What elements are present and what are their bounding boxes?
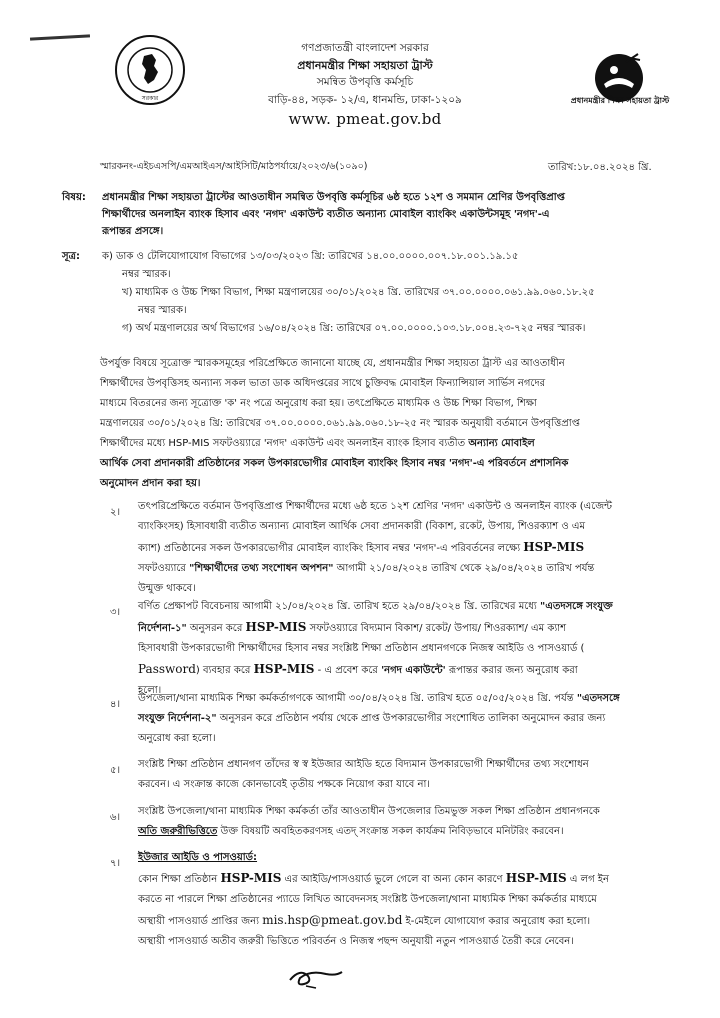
item-line: অনুরোধ করা হলো। <box>138 733 216 744</box>
reference-kha-line-1: খ) মাধ্যমিক ও উচ্চ শিক্ষা বিভাগ, শিক্ষা মন্ত্রণালয়ের ৩০/০১/২০২৪ খ্রি. তারিখের ৩৭.০০.০০০০.০৬১.৯৯.০৬০.১৮.২৫ <box>122 287 595 298</box>
bangladesh-government-seal-icon <box>114 34 186 106</box>
trust-logo-caption: প্রধানমন্ত্রীর শিক্ষা সহায়তা ট্রাস্ট <box>570 96 670 105</box>
item-line: হিসাবধারী উপকারভোগী শিক্ষার্থীদের হিসাব নম্বর সংশ্লিষ্ট শিক্ষা প্রতিষ্ঠান প্রধানগণকে নিজস্ব আইডি ও পাসওয়ার্ড ( <box>138 643 585 654</box>
item-2-body <box>138 497 688 599</box>
item-line: করতে না পারলে শিক্ষা প্রতিষ্ঠানের প্যাডে লিখিত আবেদনসহ সংশ্লিষ্ট উপজেলা/থানা মাধ্যমিক শিক্ষা কর্মকর্তার মাধ্যমে <box>138 894 597 905</box>
item-line <box>138 597 688 617</box>
item-text: ক্যাশ) প্রতিষ্ঠানের সকল উপকারভোগীর মোবাইল ব্যাংকিং হিসাব নম্বর 'নগদ'-এ পরিবর্তনের লক্ষ্যে <box>138 543 524 554</box>
item-line: অস্থায়ী পাসওয়ার্ড অতীব জরুরী ভিত্তিতে পরিবর্তন ও নিজস্ব পছন্দ অনুযায়ী নতুন পাসওয়ার্ড তৈরী করে নেবেন। <box>138 936 574 947</box>
item-line <box>138 822 688 842</box>
memo-reference: স্মারকনং-এইচএসপি/এমআইএস/আইসিটি/মাঠপর্যায়ে/২০২৩/৬(১০৯০) <box>100 161 368 172</box>
item-line: তৎপরিপ্রেক্ষিতে বর্তমান উপবৃত্তিপ্রাপ্ত শিক্ষার্থীদের মধ্যে ৬ষ্ঠ হতে ১২শ শ্রেণির 'নগদ' একাউন্ট ও অনলাইন ব্যাংক (এজেন্ট <box>138 501 613 512</box>
intro-line <box>100 454 680 474</box>
item-line <box>138 659 688 681</box>
intro-line: মাধ্যমে বিতরনের জন্য সূত্রোক্ত 'ক' নং পত্রে অনুরোধ করা হয়। তৎপ্রেক্ষিতে মাধ্যমিক ও উচ্চ শিক্ষা বিভাগ, শিক্ষা <box>100 398 537 409</box>
intro-line <box>100 474 680 494</box>
intro-line: শিক্ষার্থীদের উপবৃত্তিসহ অন্যান্য সকল ভাতা ডাক অধিদপ্তরের সাথে চুক্তিবদ্ধ মোবাইল ফিন্যান্সিয়াল সার্ভিস নগদের <box>100 378 546 389</box>
item-line: সংশ্লিষ্ট উপজেলা/থানা মাধ্যমিক শিক্ষা কর্মকর্তা তাঁর আওতাধীন উপজেলার তিমভুক্ত সকল শিক্ষা প্রতিষ্ঠান প্রধানগনকে <box>138 806 600 817</box>
item-line: করবেন। এ সংক্রান্ত কাজে কোনভাবেই তৃতীয় পক্ষকে নিয়োগ করা যাবে না। <box>138 779 430 790</box>
item-number-7: ৭। <box>110 858 121 869</box>
hsp-mis-text: HSP-MIS <box>245 620 307 634</box>
item-number-4: ৪। <box>110 699 121 710</box>
item-text: আগামী ২১/০৪/২০২৪ তারিখ থেকে ২৯/০৪/২০২৪ তারিখ পর্যন্ত <box>333 563 595 574</box>
item-line: উন্মুক্ত থাকবে। <box>138 583 196 594</box>
item-5-body <box>138 755 688 795</box>
item-line <box>138 537 688 559</box>
item-text: সফটওয়্যারে বিদ্যমান বিকাশ/ রকেট/ উপায়/ শিওরক্যাশ/ এম ক্যাশ <box>306 623 567 634</box>
hsp-mis-text: HSP-MIS <box>253 662 315 676</box>
intro-bold-text: অন্যান্য মোবাইল <box>468 438 535 449</box>
item-bold-text: "শিক্ষার্থীদের তথ্য সংশোধন অপশন" <box>189 563 334 574</box>
item-text: এর আইডি/পাসওয়ার্ড ভুলে গেলে বা অন্য কোন কারণে <box>281 874 506 885</box>
intro-line: উপর্যুক্ত বিষয়ে সূত্রোক্ত স্মারকসমূহের পরিপ্রেক্ষিতে জানানো যাচ্ছে যে, প্রধানমন্ত্রীর শিক্ষা সহায়তা ট্রাস্ট এর আওতাধীন <box>100 358 565 369</box>
item-line <box>138 689 688 709</box>
item-text: কোন শিক্ষা প্রতিষ্ঠান <box>138 874 221 885</box>
item-line: ব্যাংকিংসহ) হিসাবধারী ব্যতীত অন্যান্য মোবাইল আর্থিক সেবা প্রদানকারী (বিকাশ, রকেট, উপায়, শিওরক্যাশ ও এম <box>138 521 586 532</box>
item-text: বর্ণিত প্রেক্ষাপট বিবেচনায় আগামী ২১/০৪/২০২৪ খ্রি. তারিখ হতে ২৯/০৪/২০২৪ খ্রি. তারিখের মধ্যে <box>138 601 540 612</box>
item-heading <box>138 848 688 868</box>
item-line <box>138 910 688 932</box>
reference-ka-line-1: ক) ডাক ও টেলিযোগাযোগ বিভাগের ১৩/০৩/২০২৩ খ্রি: তারিখের ১৪.০০.০০০০.০০৭.১৮.০০১.১৯.১৫ <box>102 251 519 262</box>
subject-line-2: শিক্ষার্থীদের অনলাইন ব্যাংক হিসাব এবং 'নগদ' একাউন্ট ব্যতীত অন্যান্য মোবাইল ব্যাংকিং একাউন্টসমূহ 'নগদ'-এ <box>102 209 550 220</box>
item-bold-text: সংযুক্ত নির্দেশনা-২" <box>138 713 217 724</box>
address: বাড়ি-৪৪, সড়ক- ১২/এ, ধানমন্ডি, ঢাকা-১২০৯ <box>268 94 462 106</box>
item-text: - এ প্রবেশ করে <box>314 665 382 676</box>
references-block <box>62 248 672 338</box>
item-line: সংশ্লিষ্ট শিক্ষা প্রতিষ্ঠান প্রধানগণ তাঁদের স্ব স্ব ইউজার আইডি হতে বিদ্যমান উপকারভোগী শিক্ষার্থীদের তথ্য সংশোধন <box>138 759 589 770</box>
item-number-2: ২। <box>110 507 121 518</box>
support-email-link[interactable]: mis.hsp@pmeat.gov.bd <box>262 913 403 927</box>
item-text: অস্থায়ী পাসওয়ার্ড প্রাপ্তির জন্য <box>138 916 263 927</box>
item-bold-text: নির্দেশনা-১" <box>138 623 187 634</box>
item-bold-text: "এতদসঙ্গে <box>576 693 620 704</box>
intro-paragraph <box>100 354 680 494</box>
item-bold-text: 'নগদ একাউন্টে' <box>381 665 446 676</box>
item-line <box>138 868 688 890</box>
item-number-3: ৩। <box>110 607 121 618</box>
memo-date: তারিখ:১৮.০৪.২০২৪ খ্রি. <box>548 162 652 173</box>
intro-bold-text: আর্থিক সেবা প্রদানকারী প্রতিষ্ঠানের সকল উপকারভোগীর মোবাইল ব্যাংকিং হিসাব নম্বর 'নগদ'-এ পরিবর্তনে প্রশাসনিক <box>100 458 569 469</box>
password-text: Password <box>138 662 196 676</box>
intro-line <box>100 434 680 454</box>
reference-ka-line-2: নম্বর স্মারক। <box>122 269 171 280</box>
trust-name: প্রধানমন্ত্রীর শিক্ষা সহায়তা ট্রাস্ট <box>297 59 433 72</box>
item-number-5: ৫। <box>110 765 121 776</box>
intro-text: শিক্ষার্থীদের মধ্যে HSP-MIS সফটওয়্যারে 'নগদ' একাউন্ট এবং অনলাইন ব্যাংক হিসাব ব্যতীত <box>100 438 469 449</box>
intro-line: মন্ত্রণালয়ের ৩০/০১/২০২৪ খ্রি: তারিখের ৩৭.০০.০০০০.০৬১.৯৯.০৬০.১৮-২৫ নং স্মারক অনুযায়ী বর্তমানে উপবৃত্তিপ্রাপ্ত <box>100 418 580 429</box>
item-text: ) ব্যবহার করে <box>195 665 254 676</box>
item-line <box>138 709 688 729</box>
website[interactable]: www. pmeat.gov.bd <box>288 110 442 128</box>
reference-ga: গ) অর্থ মন্ত্রণালয়ের অর্থ বিভাগের ১৬/০৪/২০২৪ খ্রি: তারিখের ০৭.০০.০০০০.১০৩.১৮.০০৪.২৩-৭২৫ নম্বর স্মারক। <box>122 323 586 334</box>
item-3-body <box>138 597 688 701</box>
item-text: উপজেলা/থানা মাধ্যমিক শিক্ষা কর্মকর্তাগণকে আগামী ৩০/০৪/২০২৪ খ্রি. তারিখ হতে ০৫/০৫/২০২৪ খ্রি. পর্যন্ত <box>138 693 577 704</box>
item-line <box>138 559 688 579</box>
item-text: রূপান্তর করার জন্য অনুরোধ করা <box>445 665 578 676</box>
item-text: এ লগ ইন <box>566 874 609 885</box>
svg-text:সরকার: সরকার <box>141 95 159 102</box>
subject-label: বিষয়: <box>62 192 86 203</box>
item-bold-text: অতি জরুরীভিত্তিতে <box>138 826 218 837</box>
intro-bold-text: অনুমোদন প্রদান করা হয়। <box>100 478 201 489</box>
item-text: অনুসরন করে <box>186 623 246 634</box>
item-line: হলো। <box>138 685 162 696</box>
letterhead <box>230 40 500 129</box>
item-6-body <box>138 802 688 842</box>
user-id-password-heading: ইউজার আইডি ও পাসওয়ার্ড: <box>138 852 258 863</box>
references-label: সূত্র: <box>62 251 80 262</box>
item-text: সফটওয়্যারে <box>138 563 190 574</box>
subject-line-1: প্রধানমন্ত্রীর শিক্ষা সহায়তা ট্রাস্টের আওতাধীন সমন্বিত উপবৃত্তি কর্মসূচির ৬ষ্ঠ হতে ১২শ ও সমমান শ্রেণির উপবৃত্তিপ্রাপ্ত <box>102 192 565 203</box>
item-7-body <box>138 848 688 952</box>
hsp-mis-text: HSP-MIS <box>505 871 567 885</box>
trust-logo-icon <box>574 44 664 134</box>
item-line <box>138 617 688 639</box>
item-4-body <box>138 689 688 749</box>
scan-mark <box>30 34 90 40</box>
hsp-mis-text: HSP-MIS <box>523 540 585 554</box>
reference-kha-line-2: নম্বর স্মারক। <box>138 305 187 316</box>
item-number-6: ৬। <box>110 812 121 823</box>
memo-subject <box>62 189 662 240</box>
item-text: উক্ত বিষয়টি অবহিতকরণসহ এতদ্ সংক্রান্ত সকল কার্যক্রম নিবিড়ভাবে মনিটরিং করবেন। <box>217 826 564 837</box>
signature-icon <box>286 962 346 992</box>
item-text: অনুসরন করে প্রতিষ্ঠান পর্যায় থেকে প্রাপ্ত উপকারভোগীর সংশোধিত তালিকা অনুমোদন করার জন্য <box>216 713 606 724</box>
item-text: ই-মেইলে যোগাযোগ করার অনুরোধ করা হলো। <box>402 916 591 927</box>
subject-line-3: রূপান্তর প্রসঙ্গে। <box>102 226 164 237</box>
govt-name: গণপ্রজাতন্ত্রী বাংলাদেশ সরকার <box>301 42 429 54</box>
hsp-mis-text: HSP-MIS <box>220 871 282 885</box>
program-name: সমন্বিত উপবৃত্তি কর্মসূচি <box>316 76 414 88</box>
item-bold-text: "এতদসঙ্গে সংযুক্ত <box>540 601 613 612</box>
